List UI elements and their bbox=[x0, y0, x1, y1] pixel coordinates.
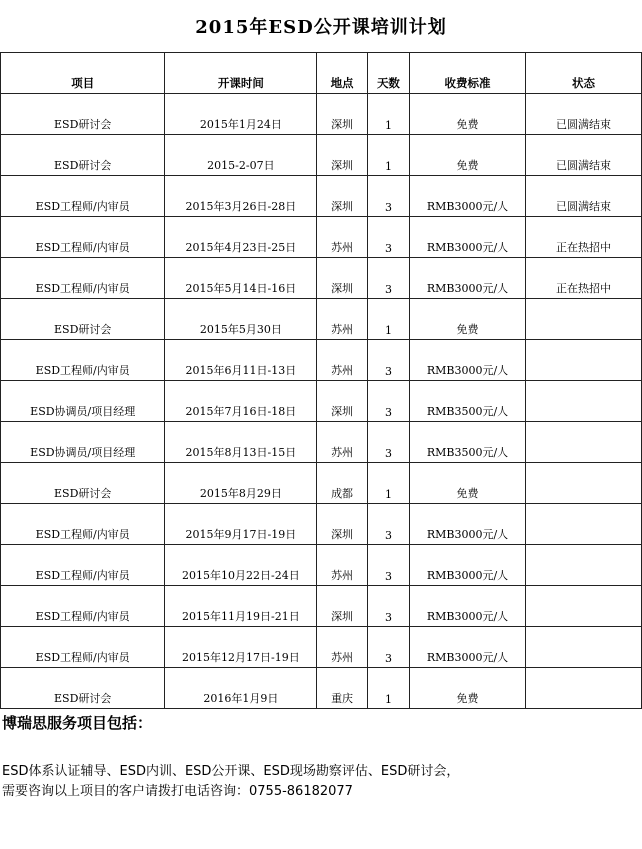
cell-days: 3 bbox=[367, 381, 409, 422]
cell-location: 苏州 bbox=[317, 217, 368, 258]
cell-item: ESD工程师/内审员 bbox=[1, 545, 165, 586]
cell-status bbox=[525, 463, 641, 504]
header-days: 天数 bbox=[367, 53, 409, 94]
table-row bbox=[1, 258, 642, 299]
cell-status bbox=[525, 545, 641, 586]
table-row bbox=[1, 586, 642, 627]
cell-days: 3 bbox=[367, 545, 409, 586]
cell-time: 2015年1月24日 bbox=[165, 94, 317, 135]
table-row bbox=[1, 299, 642, 340]
cell-fee: 免费 bbox=[410, 463, 526, 504]
cell-status: 正在热招中 bbox=[525, 217, 641, 258]
cell-time: 2015年3月26日-28日 bbox=[165, 176, 317, 217]
cell-location: 苏州 bbox=[317, 627, 368, 668]
table-row bbox=[1, 340, 642, 381]
cell-fee: RMB3000元/人 bbox=[410, 627, 526, 668]
cell-time: 2015年5月30日 bbox=[165, 299, 317, 340]
cell-item: ESD工程师/内审员 bbox=[1, 627, 165, 668]
training-schedule-table bbox=[0, 52, 642, 709]
cell-fee: RMB3000元/人 bbox=[410, 545, 526, 586]
header-time: 开课时间 bbox=[165, 53, 317, 94]
services-heading: 博瑞思服务项目包括： bbox=[2, 714, 153, 732]
cell-status: 已圆满结束 bbox=[525, 135, 641, 176]
cell-days: 1 bbox=[367, 94, 409, 135]
cell-item: ESD研讨会 bbox=[1, 668, 165, 709]
cell-fee: RMB3000元/人 bbox=[410, 504, 526, 545]
cell-location: 重庆 bbox=[317, 668, 368, 709]
cell-fee: RMB3000元/人 bbox=[410, 340, 526, 381]
cell-days: 3 bbox=[367, 176, 409, 217]
cell-time: 2015年10月22日-24日 bbox=[165, 545, 317, 586]
cell-fee: RMB3000元/人 bbox=[410, 176, 526, 217]
cell-days: 3 bbox=[367, 504, 409, 545]
cell-fee: RMB3000元/人 bbox=[410, 217, 526, 258]
cell-location: 深圳 bbox=[317, 586, 368, 627]
cell-days: 3 bbox=[367, 258, 409, 299]
table-row bbox=[1, 504, 642, 545]
cell-location: 深圳 bbox=[317, 135, 368, 176]
cell-item: ESD工程师/内审员 bbox=[1, 217, 165, 258]
cell-status: 已圆满结束 bbox=[525, 176, 641, 217]
cell-time: 2015年11月19日-21日 bbox=[165, 586, 317, 627]
cell-location: 深圳 bbox=[317, 504, 368, 545]
table-row bbox=[1, 545, 642, 586]
cell-location: 苏州 bbox=[317, 422, 368, 463]
cell-location: 苏州 bbox=[317, 545, 368, 586]
cell-time: 2015年12月17日-19日 bbox=[165, 627, 317, 668]
header-location: 地点 bbox=[317, 53, 368, 94]
cell-status bbox=[525, 504, 641, 545]
cell-status bbox=[525, 422, 641, 463]
services-description bbox=[2, 762, 640, 802]
cell-status bbox=[525, 668, 641, 709]
cell-fee: 免费 bbox=[410, 299, 526, 340]
cell-fee: 免费 bbox=[410, 94, 526, 135]
services-line-1: ESD体系认证辅导、ESD内训、ESD公开课、ESD现场勘察评估、ESD研讨会， bbox=[2, 764, 460, 779]
cell-time: 2016年1月9日 bbox=[165, 668, 317, 709]
table-row bbox=[1, 176, 642, 217]
cell-item: ESD工程师/内审员 bbox=[1, 504, 165, 545]
cell-days: 3 bbox=[367, 627, 409, 668]
cell-time: 2015年5月14日-16日 bbox=[165, 258, 317, 299]
cell-status bbox=[525, 299, 641, 340]
cell-time: 2015-2-07日 bbox=[165, 135, 317, 176]
cell-days: 3 bbox=[367, 586, 409, 627]
table-row bbox=[1, 627, 642, 668]
cell-time: 2015年6月11日-13日 bbox=[165, 340, 317, 381]
page-title: 2015年ESD公开课培训计划 bbox=[195, 17, 447, 38]
cell-time: 2015年4月23日-25日 bbox=[165, 217, 317, 258]
cell-location: 深圳 bbox=[317, 381, 368, 422]
cell-item: ESD工程师/内审员 bbox=[1, 258, 165, 299]
cell-item: ESD研讨会 bbox=[1, 299, 165, 340]
cell-time: 2015年9月17日-19日 bbox=[165, 504, 317, 545]
table-row bbox=[1, 668, 642, 709]
cell-location: 苏州 bbox=[317, 340, 368, 381]
cell-item: ESD工程师/内审员 bbox=[1, 176, 165, 217]
cell-fee: RMB3500元/人 bbox=[410, 422, 526, 463]
table-row bbox=[1, 94, 642, 135]
cell-days: 3 bbox=[367, 340, 409, 381]
cell-days: 1 bbox=[367, 668, 409, 709]
cell-days: 1 bbox=[367, 299, 409, 340]
table-row bbox=[1, 381, 642, 422]
cell-item: ESD研讨会 bbox=[1, 94, 165, 135]
cell-item: ESD协调员/项目经理 bbox=[1, 422, 165, 463]
cell-time: 2015年7月16日-18日 bbox=[165, 381, 317, 422]
services-line-2: 需要咨询以上项目的客户请拨打电话咨询：0755-86182077 bbox=[2, 784, 353, 799]
cell-days: 1 bbox=[367, 135, 409, 176]
cell-location: 成都 bbox=[317, 463, 368, 504]
cell-fee: 免费 bbox=[410, 135, 526, 176]
cell-status bbox=[525, 627, 641, 668]
cell-item: ESD协调员/项目经理 bbox=[1, 381, 165, 422]
cell-fee: RMB3500元/人 bbox=[410, 381, 526, 422]
cell-status bbox=[525, 586, 641, 627]
table-row bbox=[1, 422, 642, 463]
header-status: 状态 bbox=[525, 53, 641, 94]
cell-fee: RMB3000元/人 bbox=[410, 586, 526, 627]
table-header-row bbox=[1, 53, 642, 94]
cell-location: 深圳 bbox=[317, 176, 368, 217]
header-fee: 收费标准 bbox=[410, 53, 526, 94]
cell-days: 3 bbox=[367, 217, 409, 258]
table-row bbox=[1, 217, 642, 258]
cell-location: 深圳 bbox=[317, 258, 368, 299]
cell-location: 深圳 bbox=[317, 94, 368, 135]
cell-status: 已圆满结束 bbox=[525, 94, 641, 135]
cell-item: ESD研讨会 bbox=[1, 463, 165, 504]
cell-time: 2015年8月13日-15日 bbox=[165, 422, 317, 463]
cell-item: ESD研讨会 bbox=[1, 135, 165, 176]
cell-location: 苏州 bbox=[317, 299, 368, 340]
cell-item: ESD工程师/内审员 bbox=[1, 340, 165, 381]
cell-days: 3 bbox=[367, 422, 409, 463]
cell-status bbox=[525, 381, 641, 422]
cell-item: ESD工程师/内审员 bbox=[1, 586, 165, 627]
header-item: 项目 bbox=[1, 53, 165, 94]
cell-status bbox=[525, 340, 641, 381]
cell-fee: 免费 bbox=[410, 668, 526, 709]
cell-fee: RMB3000元/人 bbox=[410, 258, 526, 299]
cell-status: 正在热招中 bbox=[525, 258, 641, 299]
cell-days: 1 bbox=[367, 463, 409, 504]
table-row bbox=[1, 463, 642, 504]
table-row bbox=[1, 135, 642, 176]
cell-time: 2015年8月29日 bbox=[165, 463, 317, 504]
